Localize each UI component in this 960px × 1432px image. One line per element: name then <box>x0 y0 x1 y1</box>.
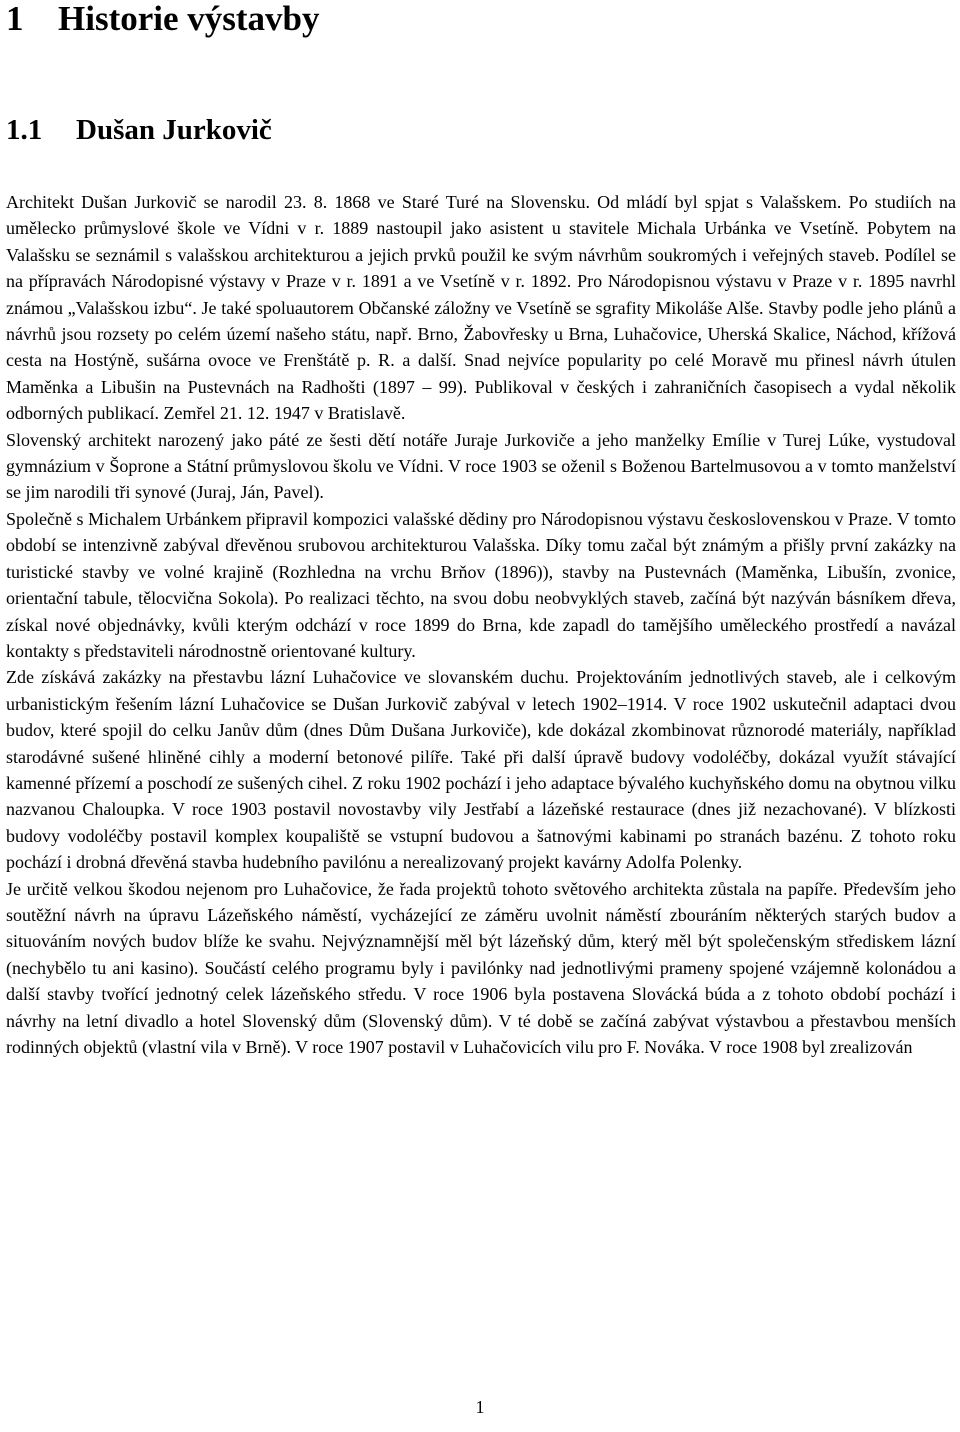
page-number: 1 <box>475 1397 485 1417</box>
paragraph-4: Zde získává zakázky na přestavbu lázní Luhačovice ve slovanském duchu. Projektováním jednotlivých staveb, ale i celkovým urbanistickým řešením lázní Luhačovice se Dušan Jurkovič zabýval v letech 1902–1914. V roce 1902 uskutečnil adaptaci dvou budov, které spojil do celku Janův dům (dnes Dům Dušana Jurkoviče), kde dokázal zkombinovat různorodé materiály, například starodávné sušené hliněné cihly a moderní betonové pilíře. Také při další úpravě budovy vodoléčby, dokázal využít stávající kamenné přízemí a poschodí ze sušených cihel. Z roku 1902 pochází i jeho adaptace bývalého kuchyňského domu na obytnou vilku nazvanou Chaloupka. V roce 1903 postavil novostavby vily Jestřabí a lázeňské restaurace (dnes již nezachované). V blízkosti budovy vodoléčby postavil komplex koupaliště se vstupní budovou a šatnovými kabinami po stranách bazénu. Z tohoto roku pochází i drobná dřevěná stavba hudebního pavilónu a nerealizovaný projekt kavárny Adolfa Polenky. <box>6 667 956 873</box>
paragraph-5: Je určitě velkou škodou nejenom pro Luhačovice, že řada projektů tohoto světového architekta zůstala na papíře. Především jeho soutěžní návrh na úpravu Lázeňského náměstí, vycházející ze záměru uvolnit náměstí zbouráním některých starých budov a situováním nových budov blíže ke svahu. Nejvýznamnější měl být lázeňský dům, který měl být společenským střediskem lázní (nechybělo tu ani kasino). Součástí celého programu byly i pavilónky nad jednotlivými prameny spojené vzájemně kolonádou a další stavby tvořící jednotný celek lázeňského středu. V roce 1906 byla postavena Slovácká búda a z tohoto období pochází i návrhy na letní divadlo a hotel Slovenský dům (Slovenský dům). V té době se začíná zabývat výstavbou a přestavbou menších rodinných objektů (vlastní vila v Brně). V roce 1907 postavil v Luhačovicích vilu pro F. Nováka. V roce 1908 byl zrealizován <box>6 878 956 1057</box>
body-text <box>6 189 956 1060</box>
paragraph-3: Společně s Michalem Urbánkem připravil kompozici valašské dědiny pro Národopisnou výstavu československou v Praze. V tomto období se intenzivně zabýval dřevěnou srubovou architekturou Valašska. Díky tomu začal být známým a přišly první zakázky na turistické stavby ve volné krajině (Rozhledna na vrchu Brňov (1896)), stavby na Pustevnách (Maměnka, Libušín, zvonice, orientační tabule, tělocvična Sokola). Po realizaci těchto, na svou dobu neobvyklých staveb, začíná být nazýván básníkem dřeva, získal nové objednávky, kvůli kterým odchází v roce 1899 do Brna, kde zapadl do tamějšího uměleckého prostředí a navázal kontakty s představiteli národnostně orientované kultury. <box>6 508 956 661</box>
chapter-title: Historie výstavby <box>58 0 320 38</box>
paragraph-2: Slovenský architekt narozený jako páté ze šesti dětí notáře Juraje Jurkoviče a jeho manželky Emílie v Turej Lúke, vystudoval gymnázium v Šoprone a Státní průmyslovou školu ve Vídni. V roce 1903 se oženil s Boženou Bartelmusovou a v tomto manželství se jim narodili tři synové (Juraj, Ján, Pavel). <box>6 429 956 503</box>
section-number: 1.1 <box>6 114 43 146</box>
section-title: Dušan Jurkovič <box>76 114 272 146</box>
paragraph-1: Architekt Dušan Jurkovič se narodil 23. 8. 1868 ve Staré Turé na Slovensku. Od mládí byl spjat s Valašskem. Po studiích na umělecko průmyslové škole ve Vídni v r. 1889 nastoupil jako asistent u stavitele Michala Urbánka ve Vsetíně. Pobytem na Valašsku se seznámil s valašskou architekturou a jejich prvků použil ke svým návrhům soukromých i veřejných staveb. Podílel se na přípravách Národopisné výstavy v Praze v r. 1891 a ve Vsetíně v r. 1892. Pro Národopisnou výstavu v Praze v r. 1895 navrhl známou „Valašskou izbu“. Je také spoluautorem Občanské záložny ve Vsetíně se sgrafity Mikoláše Alše. Stavby podle jeho plánů a návrhů jsou rozsety po celém území našeho státu, např. Brno, Žabovřesky u Brna, Luhačovice, Uherská Skalice, Náchod, křížová cesta na Hostýně, sušárna ovoce ve Frenštátě p. R. a další. Snad nejvíce popularity po celé Moravě mu přinesl návrh útulen Maměnka a Libušin na Pustevnách na Radhošti (1897 – 99). Publikoval v českých i zahraničních časopisech a vydal několik odborných publikací. Zemřel 21. 12. 1947 v Bratislavě. <box>6 192 956 424</box>
chapter-heading <box>6 0 320 40</box>
section-heading <box>6 112 272 148</box>
chapter-number: 1 <box>6 0 24 38</box>
